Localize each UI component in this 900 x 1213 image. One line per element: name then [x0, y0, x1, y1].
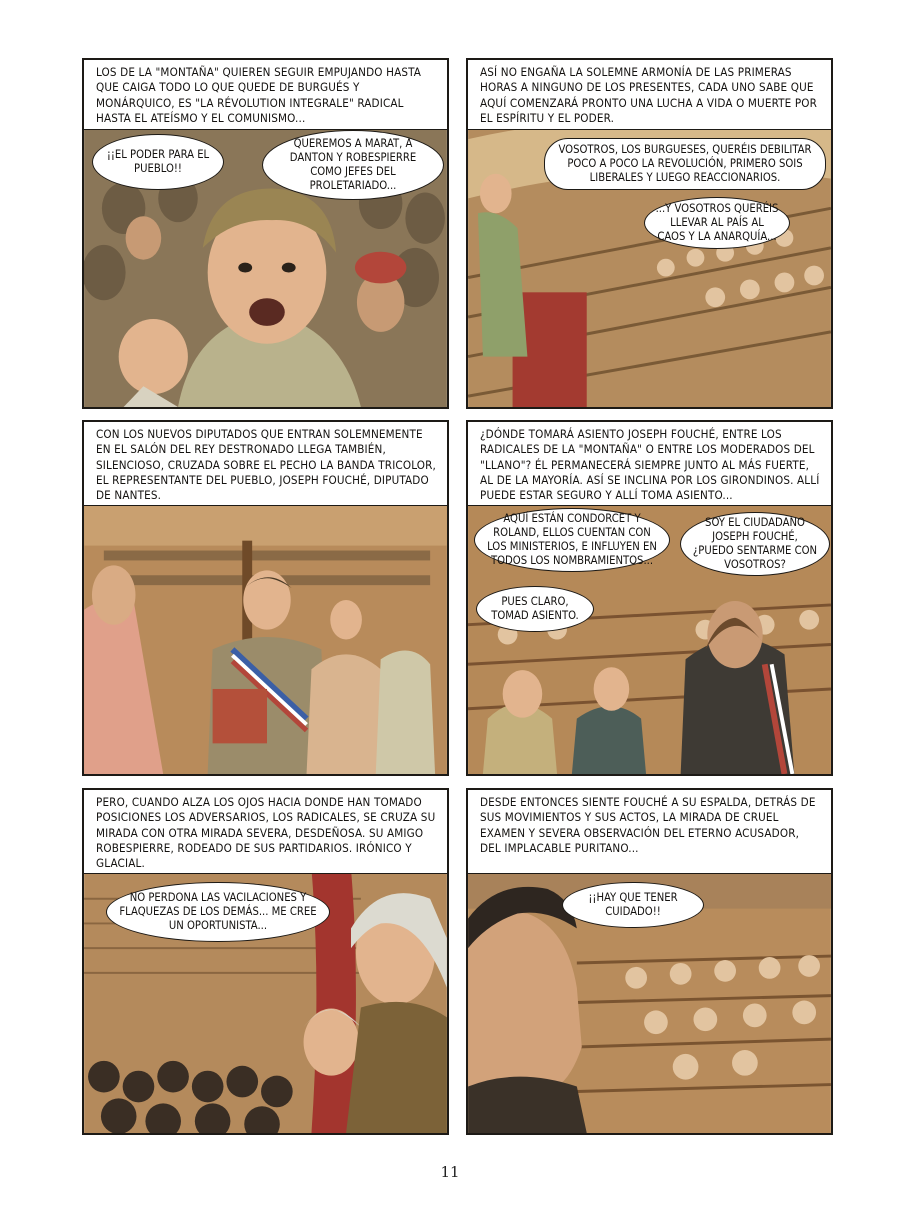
panel-1-caption: LOS DE LA "MONTAÑA" QUIEREN SEGUIR EMPUJANDO HASTA QUE CAIGA TODO LO QUE QUEDE DE BURGUÉS Y MONÁRQUICO, ES "LA RÉVOLUTION INTEGRALE" RADICAL HASTA EL ATEÍSMO Y EL COMUNISMO... — [84, 60, 447, 130]
panel-2-bubble-2: ...Y VOSOTROS QUERÉIS LLEVAR AL PAÍS AL CAOS Y LA ANARQUÍA... — [644, 197, 790, 249]
panel-3 — [82, 420, 449, 776]
panel-6-caption: DESDE ENTONCES SIENTE FOUCHÉ A SU ESPALDA, DETRÁS DE SUS MOVIMIENTOS Y SUS ACTOS, LA MIRADA DE CRUEL EXAMEN Y SEVERA OBSERVACIÓN DEL ETERNO ACUSADOR, DEL IMPLACABLE PURITANO... — [468, 790, 831, 874]
panel-5-caption: PERO, CUANDO ALZA LOS OJOS HACIA DONDE HAN TOMADO POSICIONES LOS ADVERSARIOS, LOS RADICALES, SE CRUZA SU MIRADA CON OTRA MIRADA SEVERA, DESDEÑOSA. SU AMIGO ROBESPIERRE, RODEADO DE SUS PARTIDARIOS. IRÓNICO Y GLACIAL. — [84, 790, 447, 874]
page-number: 11 — [440, 1163, 460, 1181]
panel-1-bubble-2: QUEREMOS A MARAT, A DANTON Y ROBESPIERRE COMO JEFES DEL PROLETARIADO... — [262, 130, 444, 200]
panel-4-bubble-1: AQUÍ ESTÁN CONDORCET Y ROLAND, ELLOS CUENTAN CON LOS MINISTERIOS, E INFLUYEN EN TODOS LOS NOMBRAMIENTOS... — [474, 508, 670, 572]
panel-1 — [82, 58, 449, 409]
panel-6-bubble-1: ¡¡HAY QUE TENER CUIDADO!! — [562, 882, 704, 928]
panel-4-caption: ¿DÓNDE TOMARÁ ASIENTO JOSEPH FOUCHÉ, ENTRE LOS RADICALES DE LA "MONTAÑA" O ENTRE LOS MODERADOS DEL "LLANO"? ÉL PERMANECERÁ SIEMPRE JUNTO AL MÁS FUERTE, AL DE LA MAYORÍA. ASÍ SE INCLINA POR LOS GIRONDINOS. ALLÍ PUEDE ESTAR SEGURO Y ALLÍ TOMA ASIENTO... — [468, 422, 831, 506]
panel-4-bubble-2: SOY EL CIUDADANO JOSEPH FOUCHÉ, ¿PUEDO SENTARME CON VOSOTROS? — [680, 512, 830, 576]
panel-2-bubble-1: VOSOTROS, LOS BURGUESES, QUERÉIS DEBILITAR POCO A POCO LA REVOLUCIÓN, PRIMERO SOIS LIBERALES Y LUEGO REACCIONARIOS. — [544, 138, 826, 190]
panel-5 — [82, 788, 449, 1135]
panel-6 — [466, 788, 833, 1135]
panel-1-bubble-1: ¡¡EL PODER PARA EL PUEBLO!! — [92, 134, 224, 190]
panel-2 — [466, 58, 833, 409]
panel-5-bubble-1: NO PERDONA LAS VACILACIONES Y FLAQUEZAS DE LOS DEMÁS... ME CREE UN OPORTUNISTA... — [106, 882, 330, 942]
panel-4 — [466, 420, 833, 776]
panel-4-bubble-3: PUES CLARO, TOMAD ASIENTO. — [476, 586, 594, 632]
panel-2-caption: ASÍ NO ENGAÑA LA SOLEMNE ARMONÍA DE LAS PRIMERAS HORAS A NINGUNO DE LOS PRESENTES, CADA UNO SABE QUE AQUÍ COMENZARÁ PRONTO UNA LUCHA A VIDA O MUERTE POR EL ESPÍRITU Y EL PODER. — [468, 60, 831, 130]
panel-3-caption: CON LOS NUEVOS DIPUTADOS QUE ENTRAN SOLEMNEMENTE EN EL SALÓN DEL REY DESTRONADO LLEGA TAMBIÉN, SILENCIOSO, CRUZADA SOBRE EL PECHO LA BANDA TRICOLOR, EL REPRESENTANTE DEL PUEBLO, JOSEPH FOUCHÉ, DIPUTADO DE NANTES. — [84, 422, 447, 506]
